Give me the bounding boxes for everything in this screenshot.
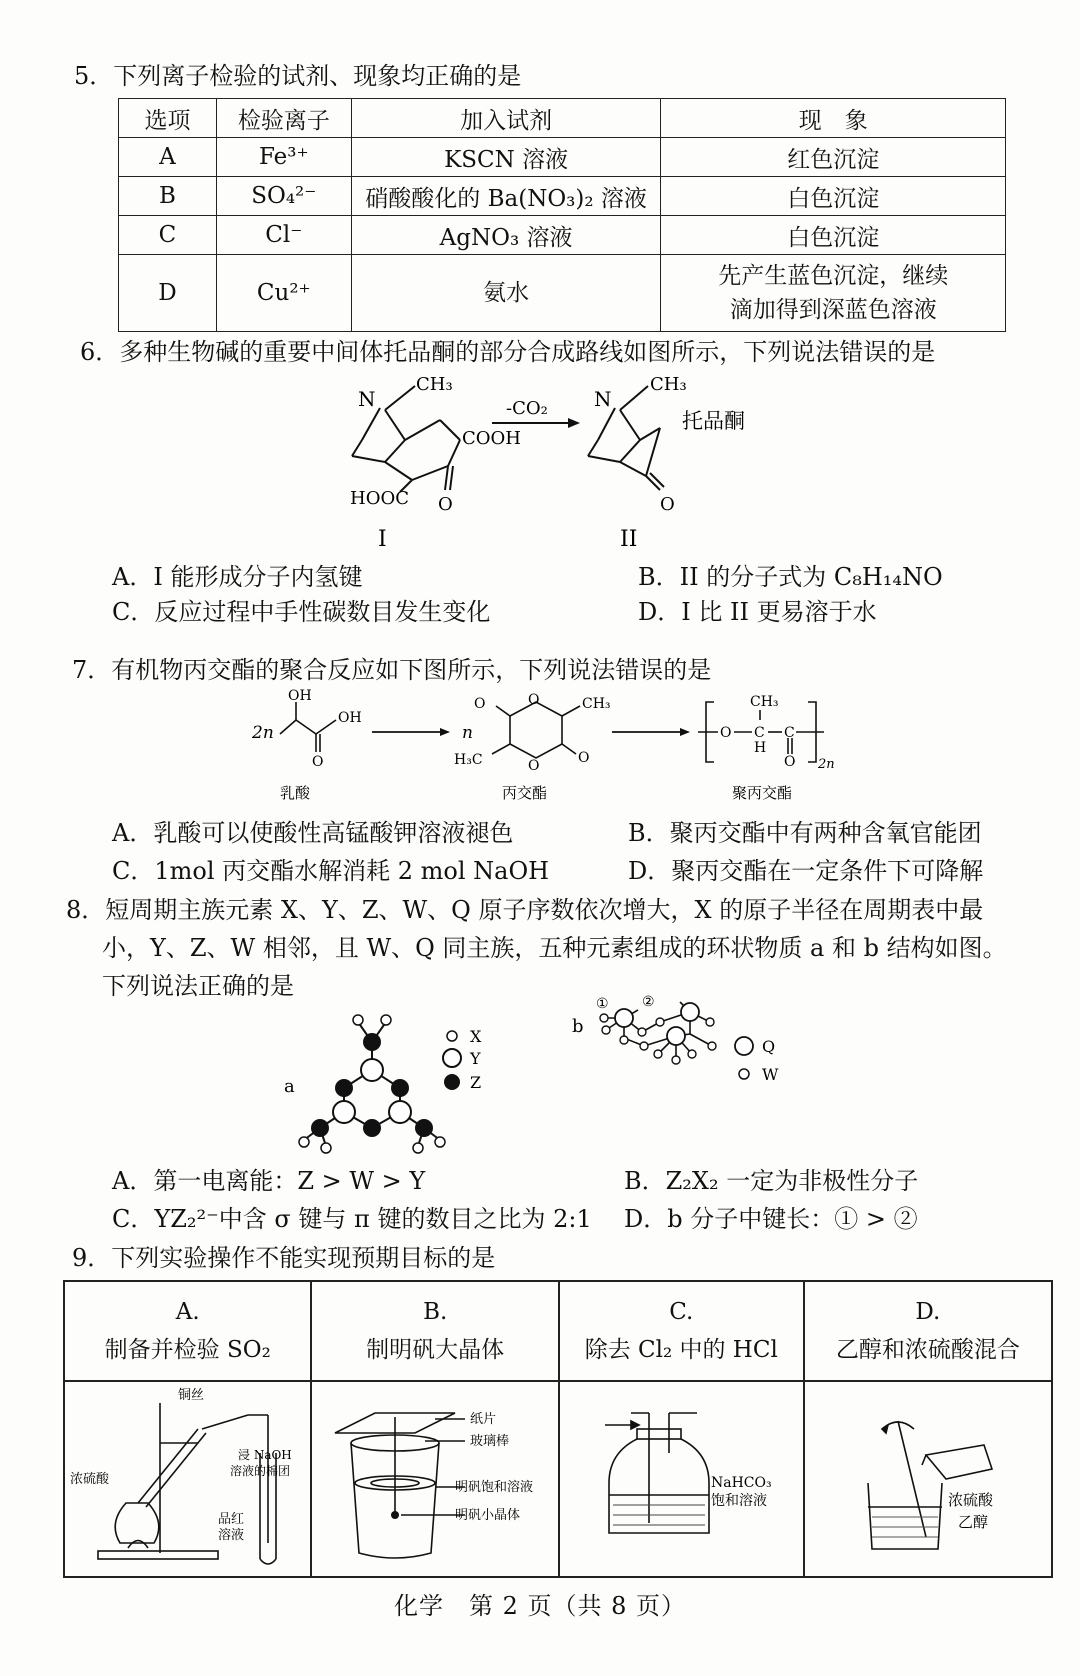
table-row <box>119 255 1006 332</box>
col-title: 制备并检验 SO₂ <box>104 1337 271 1363</box>
q9-col-d <box>804 1281 1052 1381</box>
q9-apparatus-row <box>64 1381 1052 1577</box>
q9-col-a <box>64 1281 311 1381</box>
q7-option-b: B．聚丙交酯中有两种含氧官能团 <box>628 819 982 847</box>
option-cell: D <box>119 255 217 332</box>
label-ethanol: 乙醇 <box>957 1513 988 1531</box>
phenomenon-cell: 白色沉淀 <box>661 177 1006 216</box>
table-row <box>119 138 1006 177</box>
c-label: C <box>784 725 795 741</box>
label-saturated-alum: 明矾饱和溶液 <box>455 1480 534 1495</box>
cooh-label: COOH <box>462 428 521 449</box>
label-II: II <box>620 527 638 552</box>
q9-col-b <box>311 1281 558 1381</box>
label-magenta: 品红 <box>217 1512 244 1527</box>
phenomenon-cell: 红色沉淀 <box>661 138 1006 177</box>
legend-z-icon <box>444 1074 460 1090</box>
o-label: O <box>474 696 486 712</box>
h3c-label: H₃C <box>454 752 483 768</box>
methyl-label: CH₃ <box>650 374 687 395</box>
label-glass-rod: 玻璃棒 <box>470 1434 510 1449</box>
apparatus-a-drawing <box>68 1383 308 1569</box>
apparatus-d-drawing <box>808 1383 1048 1569</box>
o-label: O <box>578 750 590 766</box>
q6-option-b: B．II 的分子式为 C₈H₁₄NO <box>638 563 943 591</box>
reagent-cell: 硝酸酸化的 Ba(NO₃)₂ 溶液 <box>351 177 661 216</box>
o-label: O <box>720 725 732 741</box>
header-cell: 检验离子 <box>216 99 351 138</box>
o-label: O <box>528 758 540 774</box>
q8-option-d: D．b 分子中键长：① > ② <box>624 1205 918 1233</box>
lactic-acid-name: 乳酸 <box>280 784 311 802</box>
label-cotton: 溶液的棉团 <box>229 1464 290 1478</box>
ion-cell: SO₄²⁻ <box>216 177 351 216</box>
label-alum-crystal: 明矾小晶体 <box>455 1508 521 1523</box>
lactide-name: 丙交酯 <box>502 784 548 802</box>
q5-stem: 5．下列离子检验的试剂、现象均正确的是 <box>74 62 522 90</box>
label-I: I <box>378 527 387 552</box>
lone-pair-n: N <box>358 387 376 411</box>
reagent-cell: 氨水 <box>351 255 661 332</box>
q7-option-c: C．1mol 丙交酯水解消耗 2 mol NaOH <box>112 857 550 885</box>
lone-pair-n: N <box>594 387 612 411</box>
q9-header-row <box>64 1281 1052 1381</box>
q9-col-c <box>559 1281 804 1381</box>
q7-option-d: D．聚丙交酯在一定条件下可降解 <box>628 857 984 885</box>
structure-b-atoms <box>600 1003 716 1064</box>
lactide-ring <box>492 702 580 758</box>
ketone-o-label: O <box>438 494 453 515</box>
reagent-cell: KSCN 溶液 <box>351 138 661 177</box>
label-a: a <box>284 1076 295 1097</box>
label-conc-acid: 浓硫酸 <box>947 1491 993 1509</box>
h-label: H <box>754 740 767 756</box>
ch3-label: CH₃ <box>750 694 779 710</box>
ion-cell: Fe³⁺ <box>216 138 351 177</box>
oh-label: OH <box>288 688 312 704</box>
hooc-label: HOOC <box>350 488 409 509</box>
apparatus-c <box>559 1381 804 1577</box>
apparatus-b-drawing <box>315 1383 555 1569</box>
legend-w-icon <box>739 1069 749 1079</box>
q9-table <box>63 1280 1053 1578</box>
col-title: 乙醇和浓硫酸混合 <box>835 1337 1020 1363</box>
option-cell: A <box>119 138 217 177</box>
q6-scheme <box>330 370 810 550</box>
q7-scheme <box>240 690 890 810</box>
col-letter: C. <box>669 1299 694 1325</box>
ketone-o-label: O <box>660 494 675 515</box>
o-label: O <box>528 692 540 708</box>
c-label: C <box>754 725 765 741</box>
legend-z: Z <box>470 1073 482 1092</box>
col-letter: D. <box>915 1299 941 1325</box>
legend-x: X <box>470 1027 482 1046</box>
q6-option-a: A．I 能形成分子内氢键 <box>112 563 363 591</box>
coef-n: n <box>462 723 473 743</box>
label-copper-wire: 铜丝 <box>177 1388 204 1403</box>
polylactide-name: 聚丙交酯 <box>732 784 793 802</box>
col-title: 制明矾大晶体 <box>366 1337 505 1363</box>
page-footer: 化学 第 2 页（共 8 页） <box>393 1592 687 1620</box>
col-title: 除去 Cl₂ 中的 HCl <box>584 1337 778 1363</box>
phenomenon-line: 先产生蓝色沉淀，继续 <box>718 263 949 289</box>
q8-stem-line1: 8．短周期主族元素 X、Y、Z、W、Q 原子序数依次增大，X 的原子半径在周期表中最 <box>66 896 984 924</box>
coef-2n: 2n <box>252 723 274 743</box>
q8-figure <box>280 994 840 1156</box>
q8-stem-line2: 小，Y、Z、W 相邻，且 W、Q 同主族，五种元素组成的环状物质 a 和 b 结构如图。 <box>102 934 1007 962</box>
phenomenon-cell <box>661 255 1006 332</box>
q8-stem-line3: 下列说法正确的是 <box>102 972 294 1000</box>
bond-mark-1: ① <box>596 996 609 1012</box>
legend-y-icon <box>443 1049 461 1067</box>
q6-option-d: D．I 比 II 更易溶于水 <box>638 598 877 626</box>
label-naoh: 浸 NaOH <box>237 1448 292 1462</box>
phenomenon-cell: 白色沉淀 <box>661 216 1006 255</box>
repeat-subscript: 2n <box>818 757 835 772</box>
q7-option-a: A．乳酸可以使酸性高锰酸钾溶液褪色 <box>112 819 514 847</box>
label-saturated: 饱和溶液 <box>711 1493 768 1509</box>
ion-cell: Cu²⁺ <box>216 255 351 332</box>
q5-table <box>118 98 1006 332</box>
q8-option-b: B．Z₂X₂ 一定为非极性分子 <box>624 1167 919 1195</box>
q6-option-c: C．反应过程中手性碳数目发生变化 <box>112 598 491 626</box>
table-row <box>119 177 1006 216</box>
apparatus-a <box>64 1381 311 1577</box>
label-nahco3: NaHCO₃ <box>711 1475 772 1491</box>
header-cell: 选项 <box>119 99 217 138</box>
arrow-label: -CO₂ <box>506 398 548 419</box>
methyl-label: CH₃ <box>416 374 453 395</box>
table-header-row <box>119 99 1006 138</box>
legend-q: Q <box>762 1037 776 1056</box>
q9-stem: 9．下列实验操作不能实现预期目标的是 <box>72 1244 496 1272</box>
label-conc-h2so4: 浓硫酸 <box>69 1472 109 1487</box>
label-paper: 纸片 <box>470 1412 497 1427</box>
label-b: b <box>572 1016 584 1037</box>
arrow-head <box>568 418 580 428</box>
product-name: 托品酮 <box>682 409 745 433</box>
table-row <box>119 216 1006 255</box>
q8-option-c: C．YZ₂²⁻中含 σ 键与 π 键的数目之比为 2:1 <box>112 1205 592 1233</box>
arrow-head <box>440 728 450 736</box>
structure-a-atoms <box>299 1015 445 1153</box>
legend-y: Y <box>470 1049 481 1068</box>
apparatus-b <box>311 1381 558 1577</box>
reagent-cell: AgNO₃ 溶液 <box>351 216 661 255</box>
header-cell: 加入试剂 <box>351 99 661 138</box>
legend-x-icon <box>447 1031 457 1041</box>
legend-q-icon <box>735 1037 753 1055</box>
option-cell: C <box>119 216 217 255</box>
q8-option-a: A．第一电离能：Z > W > Y <box>112 1167 426 1195</box>
ch3-label: CH₃ <box>582 696 611 712</box>
lactic-acid-structure <box>280 702 336 752</box>
apparatus-c-drawing <box>561 1383 801 1569</box>
q6-stem: 6．多种生物碱的重要中间体托品酮的部分合成路线如图所示，下列说法错误的是 <box>80 338 936 366</box>
ion-cell: Cl⁻ <box>216 216 351 255</box>
apparatus-d <box>804 1381 1052 1577</box>
phenomenon-line: 滴加得到深蓝色溶液 <box>729 297 937 323</box>
o-label: O <box>784 754 796 770</box>
o-label: O <box>312 754 324 770</box>
bond-mark-2: ② <box>642 994 655 1010</box>
legend-w: W <box>762 1065 779 1084</box>
col-letter: A. <box>175 1299 200 1325</box>
label-solution: 溶液 <box>217 1528 244 1543</box>
arrow-head <box>680 728 690 736</box>
col-letter: B. <box>423 1299 448 1325</box>
oh-label: OH <box>338 710 362 726</box>
header-cell: 现 象 <box>661 99 1006 138</box>
q7-stem: 7．有机物丙交酯的聚合反应如下图所示，下列说法错误的是 <box>72 656 712 684</box>
option-cell: B <box>119 177 217 216</box>
